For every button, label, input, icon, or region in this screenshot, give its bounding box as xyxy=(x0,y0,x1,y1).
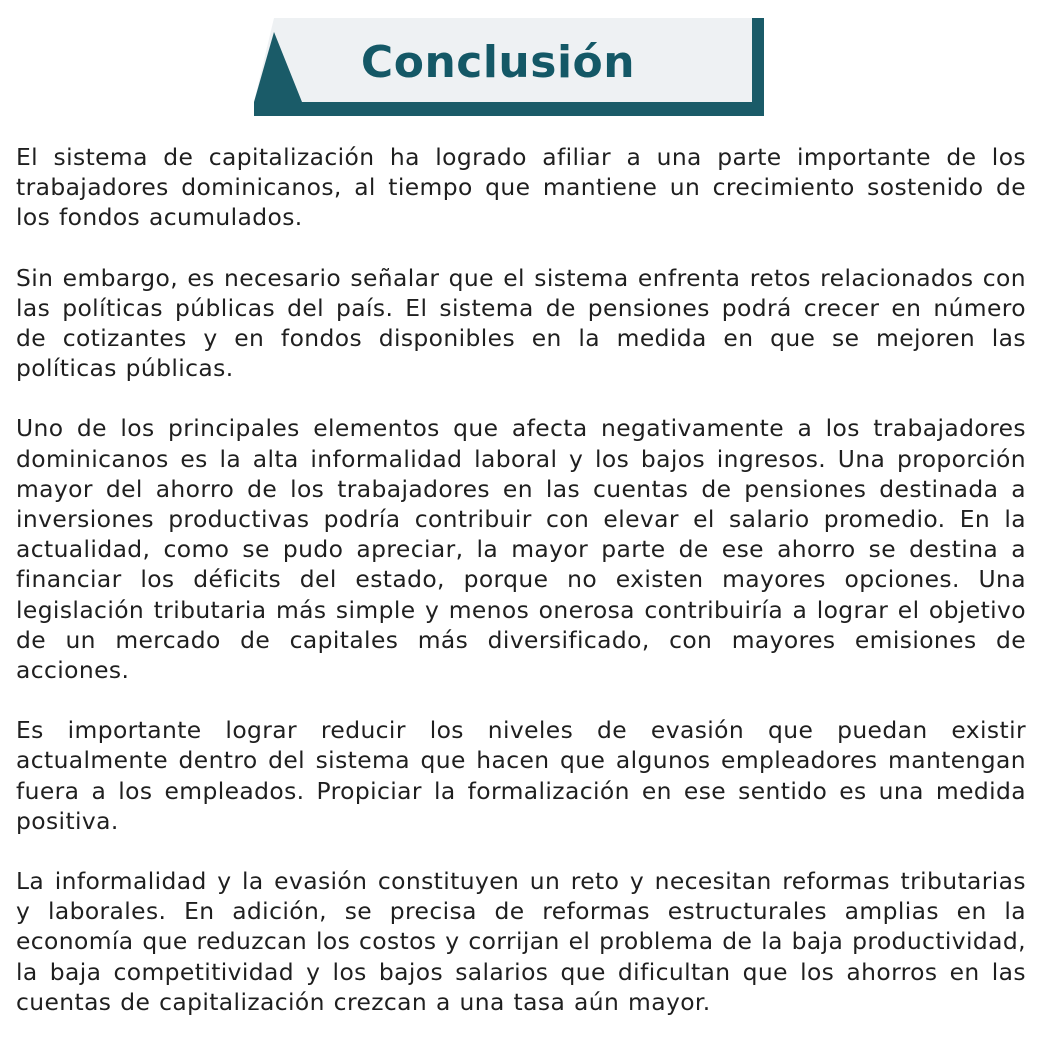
paragraph-3: Uno de los principales elementos que afecta negativamente a los trabajadores dominicanos es la alta informalidad laboral y los bajos ingresos. Una proporción mayor del ahorro de los trabajadores en las cuentas de pensiones destinada a inversiones productivas podría contribuir con elevar el salario promedio. En la actualidad, como se pudo apreciar, la mayor parte de ese ahorro se destina a financiar los déficits del estado, porque no existen mayores opciones. Una legislación tributaria más simple y menos onerosa contribuiría a lograr el objetivo de un mercado de capitales más diversificado, con mayores emisiones de acciones. xyxy=(16,414,1026,685)
banner-right-bar xyxy=(752,18,764,116)
conclusion-body xyxy=(16,142,1026,1047)
page-title: Conclusión xyxy=(360,37,636,88)
paragraph-1: El sistema de capitalización ha logrado afiliar a una parte importante de los trabajadores dominicanos, al tiempo que mantiene un crecimiento sostenido de los fondos acumulados. xyxy=(16,143,1026,232)
paragraph-4: Es importante lograr reducir los niveles de evasión que puedan existir actualmente dentro del sistema que hacen que algunos empleadores mantengan fuera a los empleados. Propiciar la formalización en ese sentido es una medida positiva. xyxy=(16,716,1026,835)
paragraph-5: La informalidad y la evasión constituyen un reto y necesitan reformas tributarias y laborales. En adición, se precisa de reformas estructurales amplias en la economía que reduzcan los costos y corrijan el problema de la baja productividad, la baja competitividad y los bajos salarios que dificultan que los ahorros en las cuentas de capitalización crezcan a una tasa aún mayor. xyxy=(16,867,1026,1016)
title-banner xyxy=(254,16,764,116)
paragraph-2: Sin embargo, es necesario señalar que el sistema enfrenta retos relacionados con las políticas públicas del país. El sistema de pensiones podrá crecer en número de cotizantes y en fondos disponibles en la medida en que se mejoren las políticas públicas. xyxy=(16,263,1026,383)
banner-bottom-bar xyxy=(254,102,764,116)
